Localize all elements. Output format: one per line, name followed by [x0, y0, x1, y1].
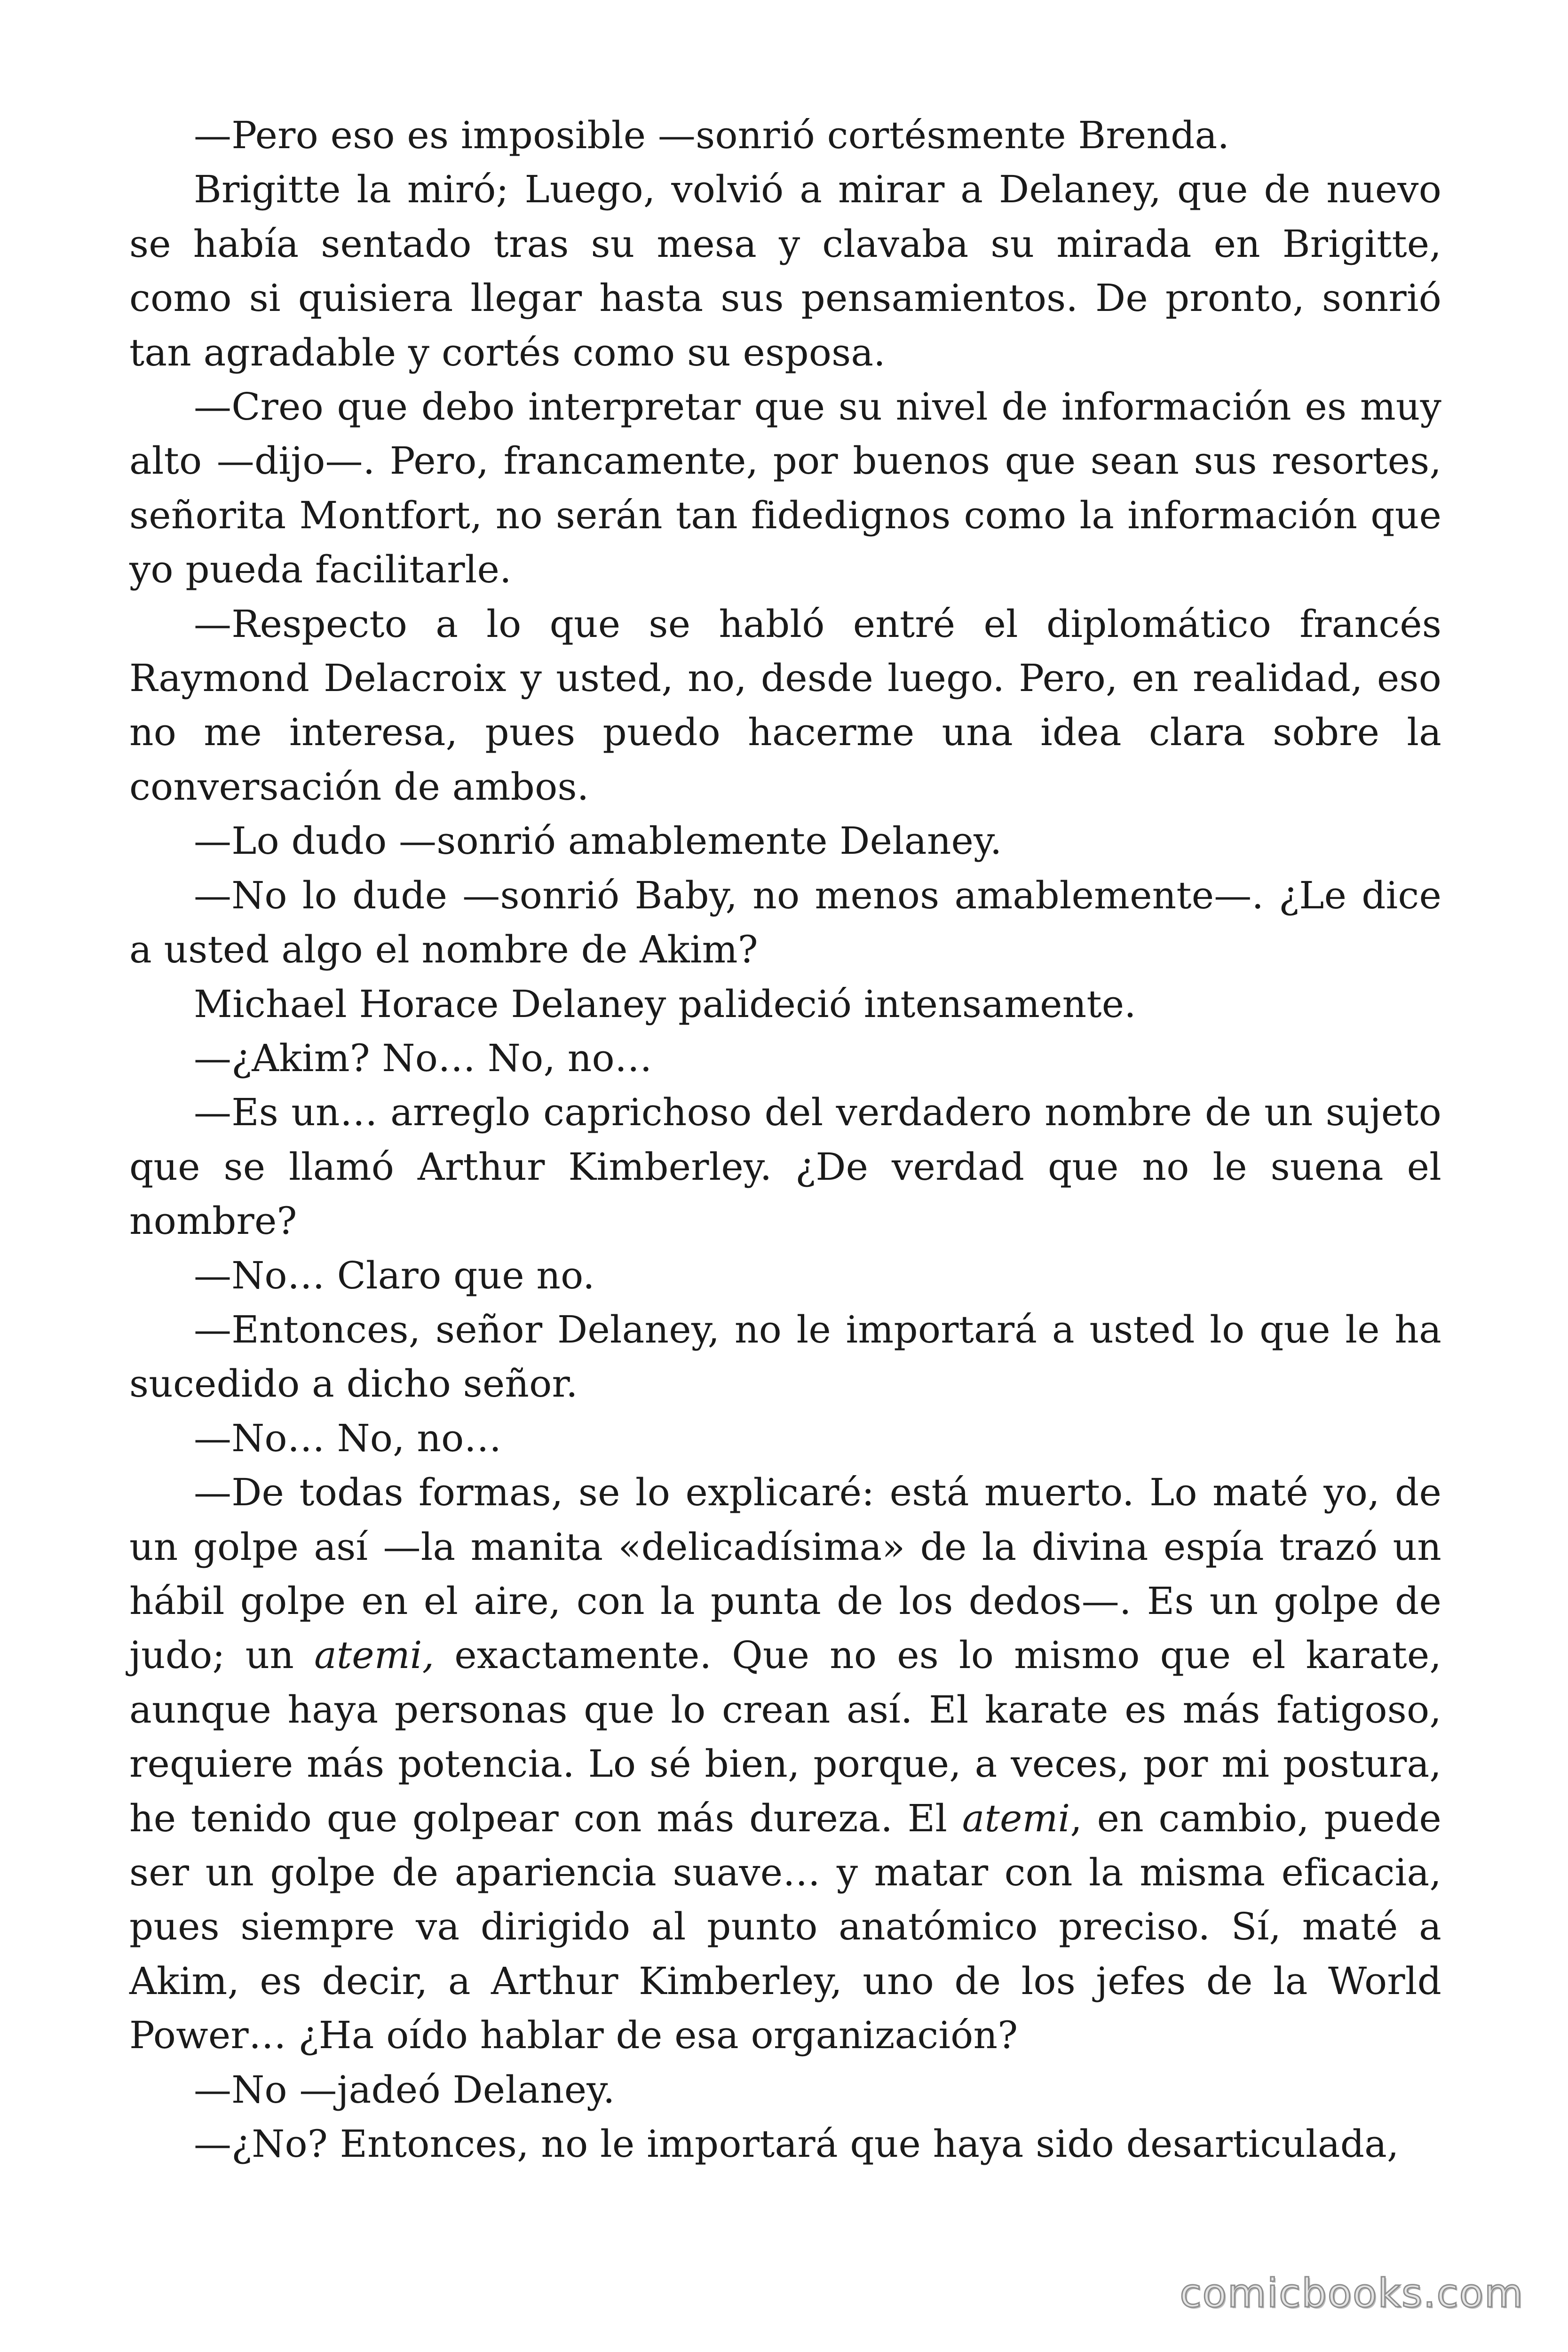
paragraph: —Respecto a lo que se habló entré el diplomático francés Raymond Delacroix y usted, no, desde luego. Pero, en realidad, eso no me interesa, pues puedo hacerme una idea clara sobre la conversación de ambos.	[129, 602, 1441, 809]
paragraph: Brigitte la miró; Luego, volvió a mirar a Delaney, que de nuevo se había sentado tras su mesa y clavaba su mirada en Brigitte, como si quisiera llegar hasta sus pensamientos. De pronto, sonrió tan agradable y cortés como su esposa.	[129, 167, 1441, 374]
paragraph: —Pero eso es imposible —sonrió cortésmente Brenda.	[194, 113, 1230, 157]
paragraph: —No… No, no…	[194, 1416, 502, 1460]
paragraph: —Lo dudo —sonrió amablemente Delaney.	[194, 819, 1002, 863]
paragraph: —No… Claro que no.	[194, 1253, 595, 1297]
paragraph: —Entonces, señor Delaney, no le importará a usted lo que le ha sucedido a dicho señor.	[129, 1307, 1441, 1406]
emphasized-term: atemi	[962, 1796, 1070, 1840]
paragraph-text-segment: , en cambio, puede ser un golpe de apariencia suave… y matar con la misma eficacia, pues siempre va dirigido al punto anatómico preciso. Sí, maté a Akim, es decir, a Arthur Kimberley, uno de los jefes de la World Power… ¿Ha oído hablar de esa organización?	[129, 1796, 1441, 2058]
paragraph: —No —jadeó Delaney.	[194, 2067, 615, 2112]
book-page-text	[129, 108, 1441, 2171]
emphasized-term: atemi,	[314, 1633, 435, 1677]
paragraph-text-segment: exactamente. Que no es lo mismo que el karate, aunque haya personas que lo crean así. El karate es más fatigoso, requiere más potencia. Lo sé bien, porque, a veces, por mi postura, he tenido que golpear con más dureza. El	[129, 1633, 1441, 1840]
site-watermark: comicbooks.com	[1180, 2270, 1524, 2316]
paragraph-text-segment: —De todas formas, se lo explicaré: está muerto. Lo maté yo, de un golpe así —la manita «delicadísima» de la divina espía trazó un hábil golpe en el aire, con la punta de los dedos—. Es un golpe de judo; un	[129, 1470, 1441, 1677]
paragraph: —Creo que debo interpretar que su nivel de información es muy alto —dijo—. Pero, francamente, por buenos que sean sus resortes, señorita Montfort, no serán tan fidedignos como la información que yo pueda facilitarle.	[129, 385, 1441, 592]
paragraph-with-emphasis	[129, 1465, 1441, 2062]
paragraph: —¿No? Entonces, no le importará que haya sido desarticulada,	[194, 2122, 1399, 2166]
paragraph: —Es un… arreglo caprichoso del verdadero nombre de un sujeto que se llamó Arthur Kimberley. ¿De verdad que no le suena el nombre?	[129, 1090, 1441, 1243]
paragraph: Michael Horace Delaney palideció intensamente.	[194, 982, 1136, 1026]
paragraph: —No lo dude —sonrió Baby, no menos amablemente—. ¿Le dice a usted algo el nombre de Akim?	[129, 873, 1441, 972]
paragraph: —¿Akim? No… No, no…	[194, 1036, 653, 1080]
